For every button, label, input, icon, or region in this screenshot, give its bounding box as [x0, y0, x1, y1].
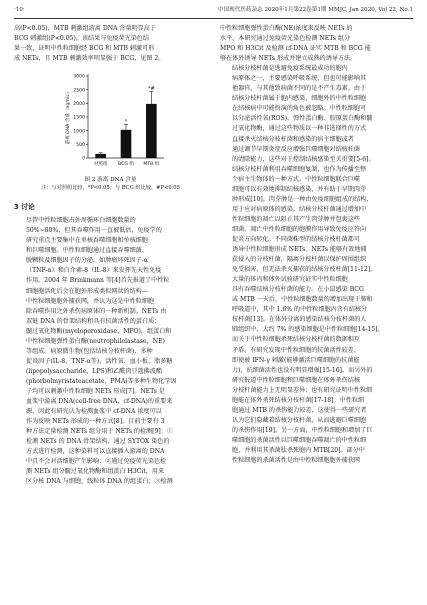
text-line: 噬细胞的杀菌活性以巨噬细胞吞噬凋亡的中性粒细	[232, 436, 367, 444]
text-line: 中性粒细胞弹性蛋白酶(NE)浓度来反映 NETs 的	[220, 25, 353, 32]
text-line: 够在体外诱导 NETs 形成并建立成熟的诱导方法。	[220, 55, 357, 63]
text-line: 和巨噬细胞。中性粒细胞通过直接吞噬细菌、	[26, 247, 148, 255]
text-line: 获侵入的分枝杆菌，隔离分枝杆菌以保护周围组织	[232, 256, 367, 264]
x-tick-label: 对照组	[93, 162, 108, 168]
text-line: 髓过氧化物酶(myeloperoxidase，MPO)，组蛋白和	[26, 327, 172, 335]
text-line: 50%~80%，但其吞噬作用一直被低估，免疫学的	[26, 227, 162, 235]
right-column	[220, 24, 413, 466]
continued-paragraph	[220, 24, 413, 64]
text-line: 性粒细胞的杀菌活性是由中性粒细胞胞外捕获网	[232, 457, 360, 465]
text-line: 成 NETs，且 MTB 刺激效率明显强于 BCG，见图 2。	[14, 55, 165, 63]
text-line: (lipopolysaccharide，LPS)和乙酰肉豆蔻佛波酯	[26, 367, 162, 375]
text-line: BCG 刺激组(P<0.05)。该结果与免疫荧光染色结	[14, 35, 149, 43]
left-column	[14, 24, 207, 487]
text-line: 区分核 DNA 与细胞，线粒体 DNA 的组蛋白；③检测	[26, 478, 173, 486]
text-line: 作用。2004 年 Brinkmann 等[4]首先报道了中性粒	[26, 277, 170, 285]
y-tick-label: 500	[76, 143, 85, 149]
text-line: 胞能在体外杀死结核分枝杆菌[17-18]。中性粒细	[232, 396, 365, 404]
text-line: 细胞胞活化后会在胞外形成类似网状的结构—	[26, 287, 148, 295]
text-line: 血浆中游离 DNA(cell-free DNA，cf-DNA)的重要来	[26, 398, 173, 406]
text-line: 过氧化物酶，通过这些物质以一种非选择性的方式	[232, 125, 367, 133]
text-line: 双链 DNA 的骨架结构和具有抗菌活性的蛋白质：	[26, 317, 161, 325]
figure-note: 注：与对照组比较，*P<0.05；与 BCG 组比较，#P<0.05	[41, 185, 180, 192]
text-line: 免受损害，但无法杀灭捕获的结核分枝杆菌[11-12]。	[232, 266, 377, 274]
text-line: 肺组织中，大约 7% 的感染细胞是中性粒细胞[14-15]。	[232, 326, 384, 334]
text-line: 细菌，凋亡中性粒细胞的胞膜作用导致免疫应答向	[232, 225, 367, 233]
text-line: 用于应对病原体的感染。结核分枝杆菌通过增加中	[232, 205, 367, 213]
y-tick-label: 2000	[73, 102, 85, 108]
text-line: 中且不会对活细胞产生影响；②通过免疫荧光染色检	[26, 458, 167, 466]
bar	[95, 154, 106, 158]
text-line: 结核分枝杆菌利用吞噬细胞复制，也作为传播至整	[232, 165, 367, 173]
discussion-paragraph	[14, 216, 207, 487]
text-line: 测 NETs 组分髓过氧化物酶和组蛋白 H3Cit，用来	[26, 468, 165, 476]
journal-running-head: 中国现代医药杂志 2020年1月第22卷第1期 MMJC, Jan 2020, Vol 22, No.1	[217, 7, 413, 13]
text-line: 作为反映 NETs 形成的一种方式[8]。目前主要有 3	[26, 418, 165, 426]
text-line: 病原体之一，主要感染呼吸系统，但也可能影响其	[232, 75, 367, 83]
results-paragraph	[14, 24, 207, 64]
text-line: 性粒细胞的凋亡以阻止其产生肉芽肿并包裹这些	[232, 215, 360, 223]
discussion-paragraph-3	[220, 275, 413, 466]
text-line: 脱颗粒及细胞因子的分泌，如肿瘤坏死因子-α	[26, 257, 148, 265]
page-header	[14, 4, 413, 16]
text-line: 促炎方向转化。不同菌株型的结核分枝杆菌都可	[232, 235, 360, 243]
text-line: 结核分枝杆菌属于胞内感染，细胞外的中性粒细胞	[232, 95, 367, 103]
discussion-paragraph-2	[220, 64, 413, 275]
y-tick-label: 1500	[73, 115, 85, 121]
text-line: 个宿主生物体的一种方式。中性粒细胞联合巨噬	[232, 175, 360, 183]
text-line: 他器官，与其他致病菌不同的是不产生毒素。由于	[232, 85, 367, 93]
text-line: 或 MTB 一天后，中性粒细胞数量的增加出现于肺和	[232, 296, 373, 304]
text-line: 在结核病中可能扮演的角色被忽略。中性粒细胞可	[232, 105, 367, 113]
text-line: 尽管中性粒细胞占外周循环白细胞数量的	[26, 217, 136, 225]
text-line: 呼吸道中，其中 1.6% 的中性粒细胞内含有结核分	[232, 306, 368, 314]
x-tick-label: BCG 组	[118, 162, 134, 168]
text-line: 大量的体内和体外试验研究证实中性粒细胞	[232, 276, 348, 284]
text-line: 中性粒细胞胞外捕获网，并认为这是中性粒细胞	[26, 297, 154, 305]
text-line: 源，因此有研究认为检测血浆中 cf-DNA 浓度可以	[26, 408, 162, 416]
text-line: 的清除能力，这些对于控制结核感染至关重要[5-6]。	[232, 155, 375, 163]
section-heading: 3 讨论	[14, 203, 35, 212]
text-line: 果一致，证明中性粒细胞经 BCG 和 MTB 刺激可形	[14, 45, 155, 53]
text-line: （TNF-α）和白介素-8（IL-8）来发挥先天性免疫	[26, 267, 162, 275]
text-line: 细胞可以有效地抑制结核感染，并有助于早期肉芽	[232, 185, 367, 193]
text-line: 即使被 IFN-γ 刺激(能够激活巨噬细胞的抗菌能	[232, 356, 360, 364]
text-line: 高(P<0.05)，MTB 刺激组游离 DNA 含量明显高于	[14, 25, 156, 32]
text-line: 分枝杆菌能力上无明显差异；也有研究证明中性粒细	[232, 386, 373, 394]
text-line: 研究报道中性粒细胞和巨噬细胞在体外杀伤结核	[232, 376, 360, 384]
page-number: ·10·	[14, 7, 25, 13]
text-line: 的杀伤作用[19]。另一方面，中性粒细胞和增加了巨	[232, 426, 373, 434]
text-line: 而关于中性粒细胞杀死结核分枝杆菌的数据相互	[232, 336, 360, 344]
text-line: (phorbolmyristateacetate，PMA)等多种生物化学因	[26, 377, 177, 385]
text-line: 具有吞噬结核分枝杆菌的能力。在小鼠感染 BCG	[232, 286, 364, 294]
y-axis-label: 游离 DNA 含量（ng/mL）	[66, 89, 71, 145]
significance-marker: *	[124, 119, 128, 126]
text-line: 胞通过 MTB 的杀伤能力较差，这使得一些研究者	[232, 406, 367, 414]
text-line: 诱导中性粒细胞形成 NETs。NETs 能够有效地捕	[232, 246, 367, 254]
text-line: 中性粒细胞弹性蛋白酶(neutrophilelastase，NE)	[26, 337, 165, 345]
bar	[121, 130, 132, 158]
text-line: 枝杆菌[13]。在体外分离的感染结核分枝杆菌的人	[232, 316, 367, 324]
text-line: 胞，并利用其杀菌肽杀死胞内 MTB[20]。部分中	[232, 446, 365, 454]
figure-title: 图 2 游离 DNA 含量	[84, 177, 137, 184]
text-line: 以分泌活性氧(ROS)、弹性蛋白酶、胶原蛋白酶和髓	[232, 115, 373, 123]
text-line: 检测 NETs 的 DNA 骨架结构，通过 SYTOX 染色的	[26, 438, 170, 446]
text-line: MPO 和 H3Cit 及检测 cf-DNA 证实 MTB 和 BCG 能	[220, 45, 371, 53]
text-line: 促炎因子(IL-8、TNF-α等)、活性氧、血小板、脂多糖	[26, 357, 173, 365]
text-line: 研究重点主要集中在单核吞噬细胞和单核细胞	[26, 237, 148, 245]
y-tick-label: 0	[82, 156, 85, 162]
text-line: 矛盾。有研究发现中性粒细胞的抗菌活性较差，	[232, 346, 360, 354]
y-tick-label: 3000	[73, 74, 85, 80]
text-line: 等组成。病原微生物(包括结核分枝杆菌)、多种	[26, 347, 153, 355]
x-tick-label: MTB 组	[143, 162, 160, 168]
text-line: 水平。本研究通过免疫荧光染色检测 NETs 组分	[220, 35, 351, 43]
text-line: 方式进行检测，这种染料可以直接插入游离的 DNA	[26, 448, 165, 456]
text-line: 子均可以刺激中性粒细胞 NETs 形成[7]。NETs 是	[26, 387, 165, 395]
text-line: 结核分枝杆菌是逃避免疫系统最成功的胞内	[232, 65, 348, 73]
text-line: 直接杀灭结核分枝杆菌和感染的宿主细胞或者	[232, 135, 354, 143]
text-line: 除吞噬作用之外杀伤病原体的一种新机制。NETs 由	[26, 307, 167, 315]
bar	[146, 104, 157, 158]
text-line: 肿形成[10]。肉芽肿是一种由免疫细胞组成的结构，	[232, 195, 373, 203]
text-line: 认为它们隐藏着结核分枝杆菌，从而逃避巨噬细胞	[232, 416, 367, 424]
bar-chart	[14, 66, 207, 176]
significance-marker: *#	[147, 86, 155, 93]
y-tick-label: 1000	[73, 129, 85, 135]
text-line: 通过调节早期炎症反应增强巨噬细胞对结核杆菌	[232, 145, 360, 153]
header-rule	[14, 18, 413, 19]
text-line: 种方法定量检测 NETs 组分用于 NETs 的检测[9]：①	[26, 428, 173, 436]
text-line: 力)，抗细菌活性也没有明显增强[15-16]。而另外的	[232, 366, 373, 374]
y-tick-label: 2500	[73, 88, 85, 94]
figure-2	[14, 66, 207, 196]
